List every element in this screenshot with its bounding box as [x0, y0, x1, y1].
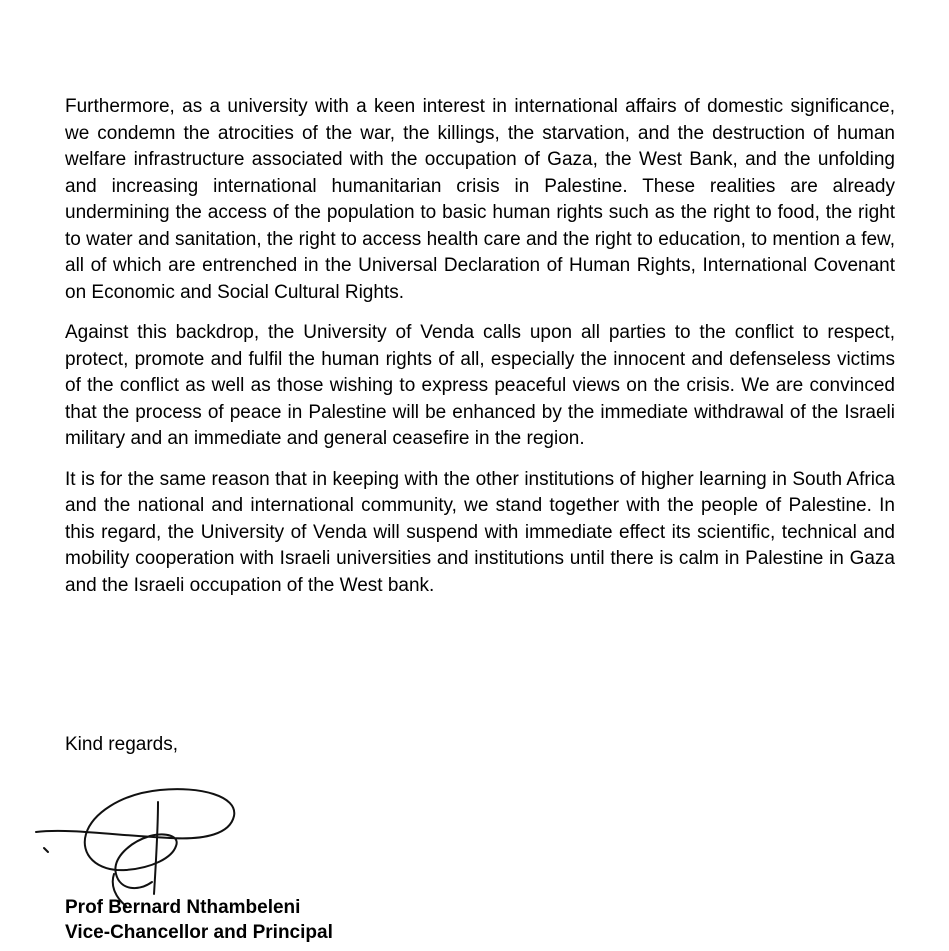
signer-name: Prof Bernard Nthambeleni — [65, 897, 301, 918]
paragraph-suspension: It is for the same reason that in keeping with the other institutions of higher learning in South Africa and the national and international community, we stand together with the people of Palestine. In this regard, the University of Venda will suspend with immediate effect its scientific, technical and mobility cooperation with Israeli universities and institutions until there is calm in Palestine in Gaza and the Israeli occupation of the West bank. — [65, 468, 895, 596]
paragraph-call-to-parties: Against this backdrop, the University of Venda calls upon all parties to the conflict to respect, protect, promote and fulfil the human rights of all, especially the innocent and defenseless victims of the conflict as well as those wishing to express peaceful views on the crisis. We are convinced that the process of peace in Palestine will be enhanced by the immediate withdrawal of the Israeli military and an immediate and general ceasefire in the region. — [65, 322, 895, 449]
signer-block — [65, 895, 333, 945]
paragraph-condemnation: Furthermore, as a university with a keen interest in international affairs of domestic significance, we condemn the atrocities of the war, the killings, the starvation, and the destruction of human welfare infrastructure associated with the occupation of Gaza, the West Bank, and the unfolding and increasing international humanitarian crisis in Palestine. These realities are already undermining the access of the population to basic human rights such as the right to food, the right to water and sanitation, the right to access health care and the right to education, to mention a few, all of which are entrenched in the Universal Declaration of Human Rights, International Covenant on Economic and Social Cultural Rights. — [65, 96, 895, 303]
signer-title: Vice-Chancellor and Principal — [65, 922, 333, 943]
letter-body — [65, 94, 895, 613]
closing-salutation: Kind regards, — [65, 734, 179, 755]
